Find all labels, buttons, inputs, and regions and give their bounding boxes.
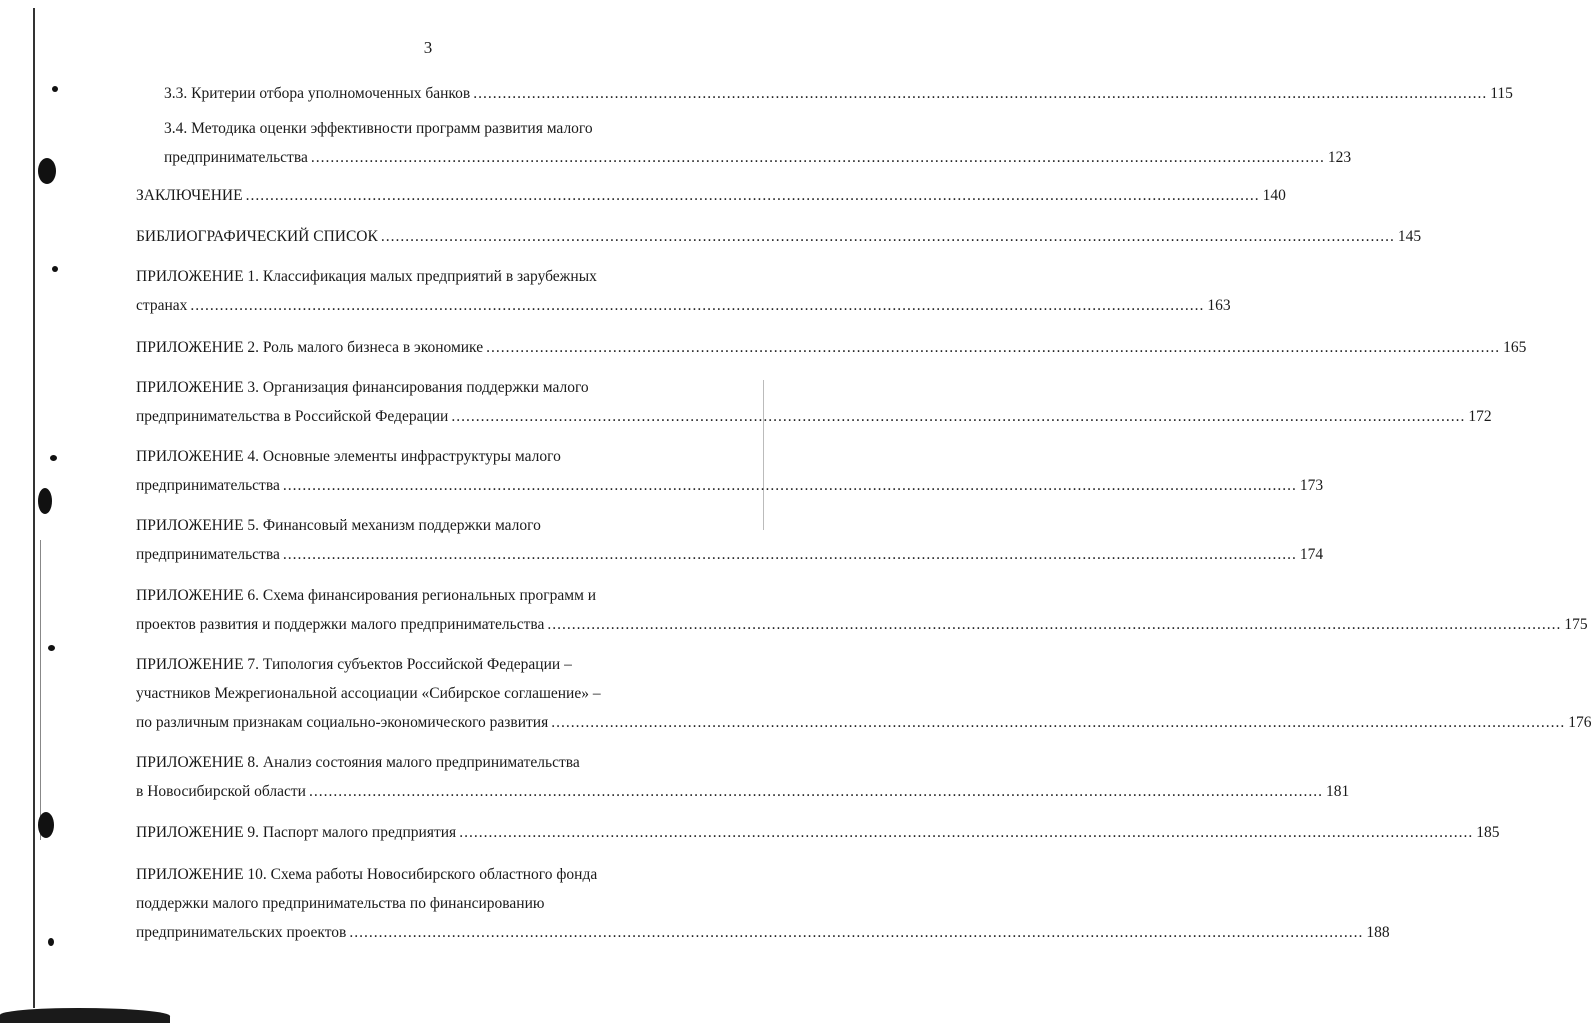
toc-entry-title-cont: предпринимательства	[136, 546, 280, 563]
toc-leader-dots	[283, 471, 1297, 500]
toc-leader-dots	[349, 918, 1363, 947]
toc-leader-dots	[246, 181, 1260, 210]
toc-leader-dots	[451, 402, 1465, 431]
toc-entry	[136, 860, 1390, 947]
toc-page-number: 176	[1568, 714, 1591, 731]
toc-entry-title-cont: проектов развития и поддержки малого предпринимательства	[136, 616, 545, 633]
toc-leader-dots	[459, 818, 1473, 847]
toc-entry-title: ПРИЛОЖЕНИЕ 1. Классификация малых предприятий в зарубежных	[136, 268, 597, 285]
toc-page-number: 145	[1397, 228, 1422, 245]
toc-entry-title: 3.4. Методика оценки эффективности программ развития малого	[164, 120, 593, 137]
toc-page-number: 123	[1327, 149, 1352, 166]
scan-edge-streak	[0, 1008, 170, 1023]
toc-entry-title: ПРИЛОЖЕНИЕ 7. Типология субъектов Российской Федерации –	[136, 656, 572, 673]
toc-leader-dots	[551, 708, 1565, 737]
toc-page-number: 115	[1490, 85, 1513, 102]
toc-entry	[136, 511, 1324, 569]
toc-entry-title: ПРИЛОЖЕНИЕ 9. Паспорт малого предприятия	[136, 824, 457, 841]
toc-page-number: 165	[1503, 339, 1527, 356]
toc-entry-title-cont: предпринимательских проектов	[136, 924, 347, 941]
toc-entry-title: ПРИЛОЖЕНИЕ 2. Роль малого бизнеса в экономике	[136, 339, 484, 356]
toc-entry-title-cont: поддержки малого предпринимательства по финансированию	[136, 895, 545, 912]
scan-margin-line	[33, 8, 35, 1008]
toc-entry-title-cont: в Новосибирской области	[136, 783, 306, 800]
toc-page-number: 185	[1476, 824, 1500, 841]
toc-page-number: 172	[1468, 408, 1492, 425]
toc-entry-title: ПРИЛОЖЕНИЕ 6. Схема финансирования региональных программ и	[136, 587, 597, 604]
toc-leader-dots	[381, 222, 1395, 251]
toc-entry	[136, 181, 1286, 210]
toc-entry-title: ПРИЛОЖЕНИЕ 3. Организация финансирования поддержки малого	[136, 379, 589, 396]
toc-page-number: 140	[1262, 187, 1286, 204]
toc-entry-title: ПРИЛОЖЕНИЕ 8. Анализ состояния малого предпринимательства	[136, 754, 580, 771]
toc-entry-title: БИБЛИОГРАФИЧЕСКИЙ СПИСОК	[136, 228, 378, 245]
toc-entry-title-cont: предпринимательства	[136, 477, 280, 494]
toc-entry	[164, 79, 1513, 108]
toc-page-number: 175	[1564, 616, 1588, 633]
toc-entry	[136, 818, 1500, 847]
toc-entry	[136, 650, 1591, 737]
toc-entry	[136, 222, 1422, 251]
toc-entry-title-cont: странах	[136, 297, 188, 314]
toc-entry	[136, 581, 1588, 639]
toc-entry-title: 3.3. Критерии отбора уполномоченных банков	[164, 85, 471, 102]
toc-leader-dots	[473, 79, 1487, 108]
page-number: 3	[423, 38, 433, 57]
toc-page-number: 163	[1207, 297, 1231, 314]
toc-entry-title-cont: по различным признакам социально-экономического развития	[136, 714, 549, 731]
toc-leader-dots	[547, 610, 1561, 639]
toc-leader-dots	[309, 777, 1323, 806]
scan-dot	[48, 938, 54, 946]
scan-dot	[48, 645, 55, 651]
toc-entry	[136, 442, 1324, 500]
toc-entry-title: ПРИЛОЖЕНИЕ 4. Основные элементы инфраструктуры малого	[136, 448, 561, 465]
toc-leader-dots	[311, 143, 1325, 172]
scan-dot	[52, 86, 58, 92]
toc-entry-title: ЗАКЛЮЧЕНИЕ	[136, 187, 243, 204]
toc-entry-title-cont: участников Межрегиональной ассоциации «Сибирское соглашение» –	[136, 685, 601, 702]
toc-page-number: 174	[1299, 546, 1324, 563]
scan-hole-mark	[38, 488, 52, 514]
scan-hole-mark	[38, 158, 56, 184]
toc-leader-dots	[190, 291, 1204, 320]
toc-entry	[136, 373, 1492, 431]
toc-entry	[136, 262, 1231, 320]
toc-page-number: 181	[1325, 783, 1350, 800]
toc-page-number: 188	[1366, 924, 1390, 941]
toc-entry-title: ПРИЛОЖЕНИЕ 5. Финансовый механизм поддержки малого	[136, 517, 541, 534]
toc-leader-dots	[283, 540, 1297, 569]
scan-hole-mark	[38, 812, 54, 838]
toc-entry	[164, 114, 1352, 172]
scan-dot	[50, 455, 57, 461]
toc-leader-dots	[486, 333, 1500, 362]
scan-dot	[52, 266, 58, 272]
toc-entry-title-cont: предпринимательства	[164, 149, 308, 166]
scan-margin-line-faint	[40, 540, 41, 840]
toc-page-number: 173	[1299, 477, 1324, 494]
toc-entry-title: ПРИЛОЖЕНИЕ 10. Схема работы Новосибирского областного фонда	[136, 866, 598, 883]
toc-entry	[136, 333, 1527, 362]
toc-entry	[136, 748, 1350, 806]
toc-entry-title-cont: предпринимательства в Российской Федерации	[136, 408, 449, 425]
